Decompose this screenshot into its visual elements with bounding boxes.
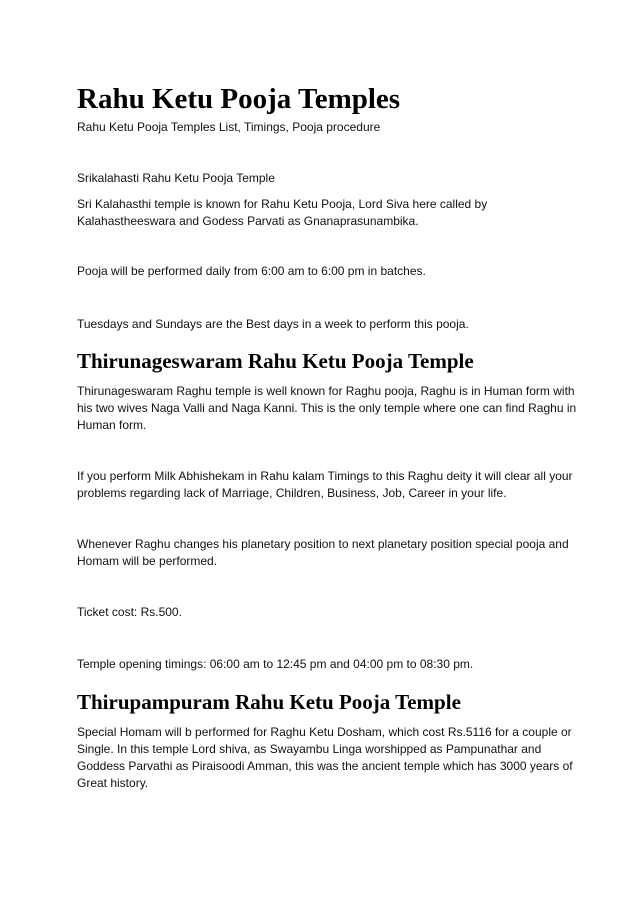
section-thirupampuram-heading: Thirupampuram Rahu Ketu Pooja Temple (77, 690, 461, 714)
section-thirunageswaram-paragraph-2: If you perform Milk Abhishekam in Rahu kalam Timings to this Raghu deity it will clear all your problems regarding lack of Marriage, Children, Business, Job, Career in your life. (77, 469, 573, 500)
page-subtitle: Rahu Ketu Pooja Temples List, Timings, Pooja procedure (77, 120, 381, 134)
section-srikalahasti-paragraph-3: Tuesdays and Sundays are the Best days in a week to perform this pooja. (77, 317, 469, 331)
section-srikalahasti-heading: Srikalahasti Rahu Ketu Pooja Temple (77, 171, 275, 185)
section-srikalahasti-paragraph-1: Sri Kalahasthi temple is known for Rahu Ketu Pooja, Lord Siva here called by Kalahastheeswara and Godess Parvati as Gnanaprasunambika. (77, 197, 488, 228)
page-title: Rahu Ketu Pooja Temples (77, 83, 401, 115)
section-thirunageswaram-paragraph-1: Thirunageswaram Raghu temple is well known for Raghu pooja, Raghu is in Human form with his two wives Naga Valli and Naga Kanni. This is the only temple where one can find Raghu in Human form. (77, 384, 577, 432)
section-thirupampuram-paragraph-1: Special Homam will b performed for Raghu Ketu Dosham, which cost Rs.5116 for a couple or Single. In this temple Lord shiva, as Swayambu Linga worshipped as Pampunathar and Goddess Parvathi as Piraisoodi Amman, this was the ancient temple which has 3000 years of Great history. (77, 725, 573, 790)
section-thirunageswaram-heading: Thirunageswaram Rahu Ketu Pooja Temple (77, 349, 474, 373)
temple-opening-timings: Temple opening timings: 06:00 am to 12:45 pm and 04:00 pm to 08:30 pm. (77, 657, 474, 671)
section-thirunageswaram-paragraph-3: Whenever Raghu changes his planetary position to next planetary position special pooja and Homam will be performed. (77, 537, 569, 568)
section-srikalahasti-paragraph-2: Pooja will be performed daily from 6:00 am to 6:00 pm in batches. (77, 264, 426, 278)
ticket-cost: Ticket cost: Rs.500. (77, 605, 182, 619)
